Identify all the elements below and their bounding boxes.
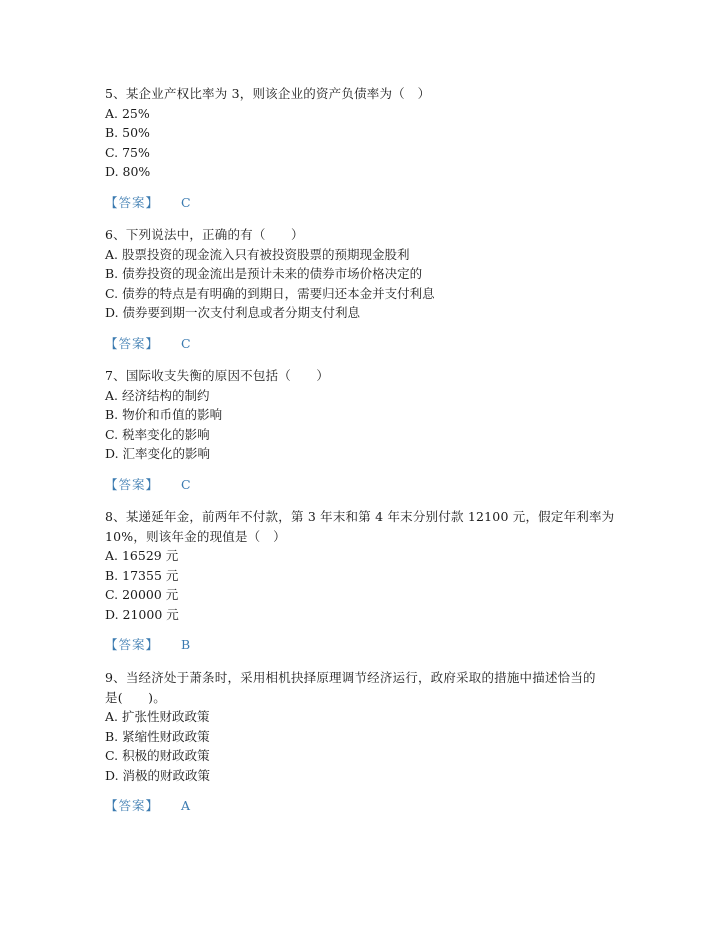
question-9 <box>105 668 625 785</box>
question-stem: 5、某企业产权比率为 3，则该企业的资产负债率为（ ） <box>105 86 431 101</box>
option-d: D. 债券要到期一次支付利息或者分期支付利息 <box>105 305 361 320</box>
answer-value: B <box>181 637 191 652</box>
option-d: D. 80% <box>105 164 151 179</box>
answer-value: A <box>181 798 191 813</box>
option-c: C. 20000 元 <box>105 587 179 602</box>
option-b: B. 50% <box>105 125 150 140</box>
answer-tag: 【答案】 <box>105 336 160 351</box>
option-c: C. 债券的特点是有明确的到期日，需要归还本金并支付利息 <box>105 285 435 301</box>
question-8 <box>105 507 625 624</box>
question-stem-line-1: 8、某递延年金，前两年不付款，第 3 年末和第 4 年末分别付款 12100 元，假定年利率为 <box>105 509 615 524</box>
answer-9 <box>105 797 190 815</box>
answer-value: C <box>181 477 191 492</box>
question-stem-line-2: 10%，则该年金的现值是（ ） <box>105 528 286 544</box>
option-c: C. 75% <box>105 144 150 160</box>
option-a: A. 股票投资的现金流入只有被投资股票的预期现金股利 <box>105 246 410 262</box>
question-5 <box>105 84 625 182</box>
answer-value: C <box>181 336 191 351</box>
option-b: B. 债券投资的现金流出是预计未来的债券市场价格决定的 <box>105 266 423 281</box>
question-stem: 7、国际收支失衡的原因不包括（ ） <box>105 368 330 383</box>
answer-tag: 【答案】 <box>105 637 160 652</box>
answer-8 <box>105 636 190 654</box>
option-d: D. 汇率变化的影响 <box>105 446 211 461</box>
question-stem-line-2: 是( )。 <box>105 689 166 705</box>
option-a: A. 25% <box>105 105 150 121</box>
option-a: A. 扩张性财政政策 <box>105 709 210 724</box>
answer-tag: 【答案】 <box>105 477 160 492</box>
answer-6 <box>105 335 191 353</box>
question-6 <box>105 225 625 323</box>
option-a: A. 16529 元 <box>105 548 179 563</box>
option-b: B. 紧缩性财政政策 <box>105 728 210 744</box>
option-d: D. 21000 元 <box>105 606 179 622</box>
option-d: D. 消极的财政政策 <box>105 767 211 783</box>
option-c: C. 积极的财政政策 <box>105 748 210 763</box>
option-b: B. 17355 元 <box>105 567 179 583</box>
option-b: B. 物价和币值的影响 <box>105 407 223 422</box>
answer-5 <box>105 194 191 212</box>
option-c: C. 税率变化的影响 <box>105 426 210 442</box>
question-7 <box>105 366 625 464</box>
answer-7 <box>105 476 191 494</box>
option-a: A. 经济结构的制约 <box>105 387 210 403</box>
question-stem: 6、下列说法中，正确的有（ ） <box>105 227 304 242</box>
answer-value: C <box>181 195 191 210</box>
answer-tag: 【答案】 <box>105 798 160 813</box>
question-stem-line-1: 9、当经济处于萧条时，采用相机抉择原理调节经济运行，政府采取的措施中描述恰当的 <box>105 670 596 685</box>
answer-tag: 【答案】 <box>105 195 160 210</box>
